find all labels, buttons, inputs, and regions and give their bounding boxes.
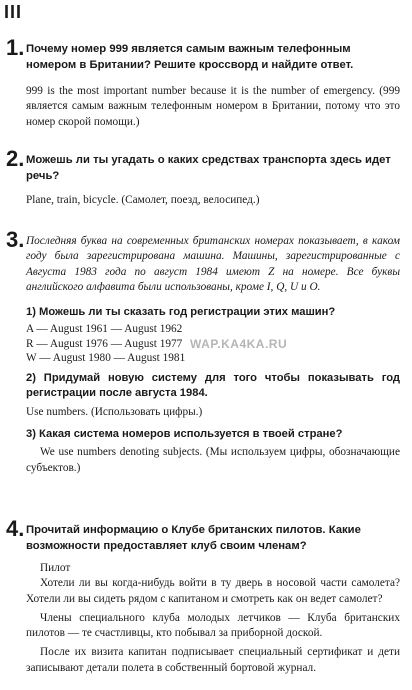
list-item: A — August 1961 — August 1962 [26,323,183,336]
task-3-question-1: 1) Можешь ли ты сказать год регистрации этих машин? [26,306,336,319]
list-item: R — August 1976 — August 1977 [26,337,183,350]
task-2-answer: Plane, train, bicycle. (Самолет, поезд, велосипед.) [26,194,260,206]
task-3 [6,227,400,476]
watermark: WAP.KA4KA.RU [190,337,288,351]
task-3-question-3: 3) Какая система номеров используется в твоей стране? [26,427,343,440]
task-1-number: 1. [6,35,25,60]
list-item: W — August 1980 — August 1981 [26,351,186,364]
reading-heading: Пилот [40,562,71,574]
task-3-answer-3: We use numbers denoting subjects. (Мы используем цифры, обозначающие субъектов.) [26,446,400,474]
task-2-number: 2. [6,146,25,171]
reading-paragraph-2: Члены специального клуба молодых летчиков — Клуба британских пилотов — те счастливцы, кто побывал за приборной доской. [26,611,400,640]
task-3-header [6,227,400,295]
task-4-question: Прочитай информацию о Клубе британских пилотов. Какие возможности предоставляет клуб своим членам? [26,524,361,552]
task-3-answer-2: Use numbers. (Использовать цифры.) [26,405,203,418]
section-number: III [4,2,23,22]
task-4-number: 4. [6,516,25,541]
task-4 [6,516,400,676]
task-1-answer: 999 is the most important number because it is the number of emergency. (999 является самым важным телефонным номером в Британии, потому что это номер скорой помощи.) [26,85,400,128]
reading-paragraph-1: Хотели ли вы когда-нибудь войти в ту дверь в носовой части самолета? Хотели ли вы сидеть рядом с капитаном и смотреть как он ведет самолет? [26,577,400,605]
task-4-header [6,516,400,554]
task-2-question: Можешь ли ты угадать о каких средствах транспорта здесь идет речь? [26,154,391,182]
task-2 [6,146,400,208]
task-3-intro: Последняя буква на современных британских номерах показывает, в каком году была зарегистрирована машина. Машины, зарегистрированные с Августа 1983 года по август 1984 имеют Z на номере. Все буквы английского алфавита были использованы, кроме I, Q, U и O. [26,235,400,293]
reading-paragraph-3: После их визита капитан подписывает специальный сертификат и дети записывают детали полета в собственный бортовой журнал. [26,646,400,674]
task-3-number: 3. [6,227,25,252]
task-1-header [6,35,400,73]
task-1-question: Почему номер 999 является самым важным телефонным номером в Британии? Решите кроссворд и найдите ответ. [26,43,354,71]
task-3-question-2: 2) Придумай новую систему для того чтобы показывать год регистрации после августа 1984. [26,372,400,400]
task-1 [6,35,400,130]
task-2-header [6,146,400,184]
